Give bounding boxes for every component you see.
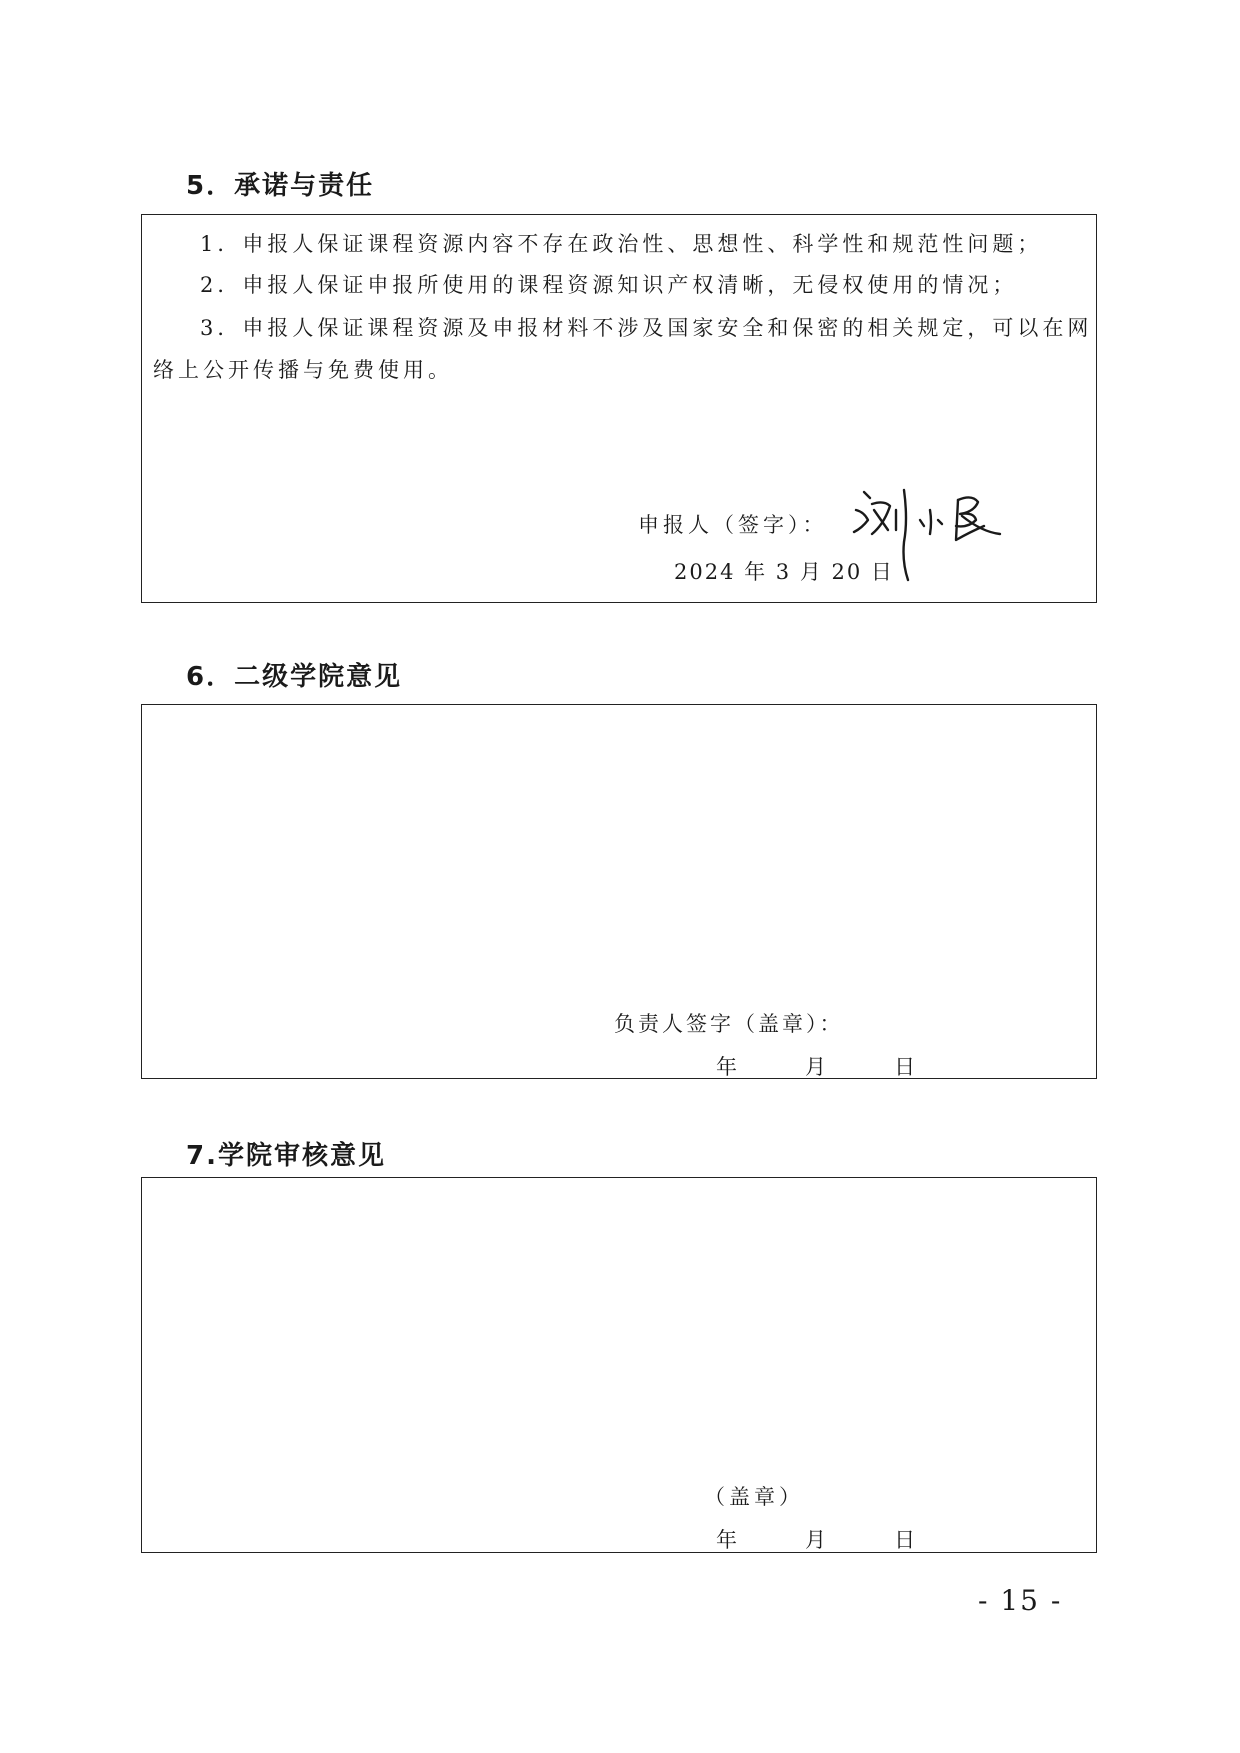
section-6-heading: 6．二级学院意见 [186, 662, 403, 692]
handwritten-signature [850, 480, 1010, 590]
section-7-heading: 7.学院审核意见 [186, 1141, 386, 1171]
section-6-date: 年 月 日 [716, 1055, 920, 1079]
commitment-item-2: 2．申报人保证申报所使用的课程资源知识产权清晰，无侵权使用的情况； [200, 273, 1018, 297]
commitment-item-4: 络上公开传播与免费使用。 [153, 358, 453, 382]
supervisor-signature-label: 负责人签字（盖章）： [614, 1012, 844, 1036]
section-5-heading: 5．承诺与责任 [186, 171, 375, 201]
section-7-box [141, 1177, 1097, 1553]
applicant-signature-label: 申报人（签字）： [638, 513, 828, 537]
section-7-date: 年 月 日 [716, 1528, 920, 1552]
commitment-item-3: 3．申报人保证课程资源及申报材料不涉及国家安全和保密的相关规定，可以在网 [200, 316, 1093, 340]
seal-label: （盖章） [704, 1485, 804, 1509]
commitment-item-1: 1．申报人保证课程资源内容不存在政治性、思想性、科学性和规范性问题； [200, 232, 1043, 256]
page-number: - 15 - [978, 1584, 1063, 1617]
applicant-signature-date: 2024 年 3 月 20 日 [674, 560, 894, 584]
